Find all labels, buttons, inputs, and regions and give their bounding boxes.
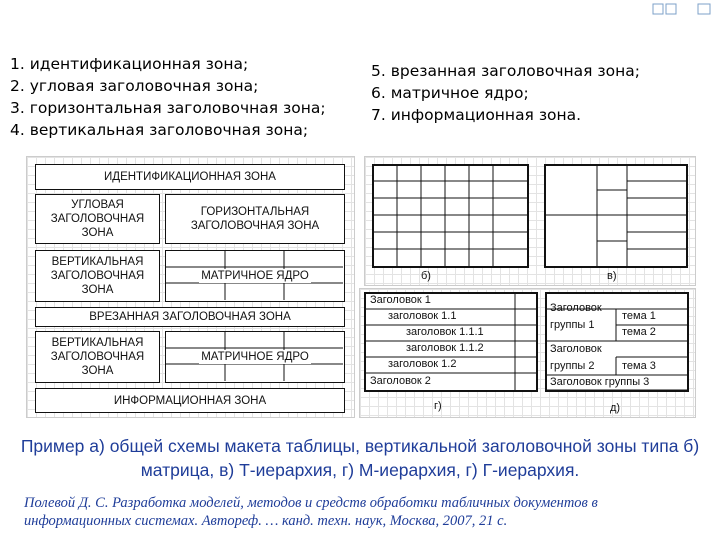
examples-bv-panel (364, 156, 696, 286)
scheme-panel (26, 156, 355, 418)
m-heading-1: Заголовок 1 (370, 294, 431, 306)
identification-zone: ИДЕНТИФИКАЦИОННАЯ ЗОНА (35, 164, 345, 190)
list-item: 5. врезанная заголовочная зона; (371, 62, 640, 80)
corner-header-zone: УГЛОВАЯ ЗАГОЛОВОЧНАЯ ЗОНА (35, 194, 160, 244)
matrix-core-2: МАТРИЧНОЕ ЯДРО (165, 331, 345, 383)
matrix-and-t-hierarchy-drawing (365, 157, 697, 287)
list-item: 1. идентификационная зона; (10, 55, 249, 73)
zone-list-right (371, 60, 640, 126)
zone-list-left (10, 53, 326, 141)
horizontal-header-zone: ГОРИЗОНТАЛЬНАЯ ЗАГОЛОВОЧНАЯ ЗОНА (165, 194, 345, 244)
source-reference: Полевой Д. С. Разработка моделей, методов и средств обработки табличных документов в информационных системах. Автореф. … канд. техн. наук, Москва, 2007, 21 с. (24, 495, 598, 529)
g-group3: Заголовок группы 3 (550, 376, 650, 388)
g-topic-3: тема 3 (622, 360, 656, 372)
inserted-header-zone: ВРЕЗАННАЯ ЗАГОЛОВОЧНАЯ ЗОНА (35, 307, 345, 327)
m-heading-1-2: заголовок 1.2 (388, 358, 457, 370)
matrix-core-1: МАТРИЧНОЕ ЯДРО (165, 250, 345, 302)
list-item: 3. горизонтальная заголовочная зона; (10, 99, 326, 117)
examples-gd-panel (359, 288, 696, 418)
m-heading-1-1-2: заголовок 1.1.2 (406, 342, 484, 354)
g-group1-line1: Заголовок (550, 302, 602, 314)
m-heading-2: Заголовок 2 (370, 375, 431, 387)
list-item: 2. угловая заголовочная зона; (10, 77, 259, 95)
label-v: в) (607, 270, 617, 282)
m-heading-1-1-1: заголовок 1.1.1 (406, 326, 484, 338)
label-b: б) (421, 270, 431, 282)
list-item: 7. информационная зона. (371, 106, 582, 124)
m-heading-1-1: заголовок 1.1 (388, 310, 457, 322)
vertical-header-zone-2: ВЕРТИКАЛЬНАЯ ЗАГОЛОВОЧНАЯ ЗОНА (35, 331, 160, 383)
label-d: д) (610, 402, 621, 414)
figure-caption: Пример а) общей схемы макета таблицы, вертикальной заголовочной зоны типа б) матрица, в) Т-иерархия, г) М-иерархия, г) Г-иерархия. (20, 436, 700, 480)
label-g: г) (434, 400, 442, 412)
window-icons (652, 3, 714, 19)
vertical-header-zone-1: ВЕРТИКАЛЬНАЯ ЗАГОЛОВОЧНАЯ ЗОНА (35, 250, 160, 302)
g-topic-2: тема 2 (622, 326, 656, 338)
g-group2-line2: группы 2 (550, 360, 595, 372)
hierarchy-tables-drawing (360, 289, 697, 419)
list-item: 4. вертикальная заголовочная зона; (10, 121, 309, 139)
g-group1-line2: группы 1 (550, 319, 595, 331)
information-zone: ИНФОРМАЦИОННАЯ ЗОНА (35, 388, 345, 413)
g-group2-line1: Заголовок (550, 343, 602, 355)
list-item: 6. матричное ядро; (371, 84, 529, 102)
g-topic-1: тема 1 (622, 310, 656, 322)
